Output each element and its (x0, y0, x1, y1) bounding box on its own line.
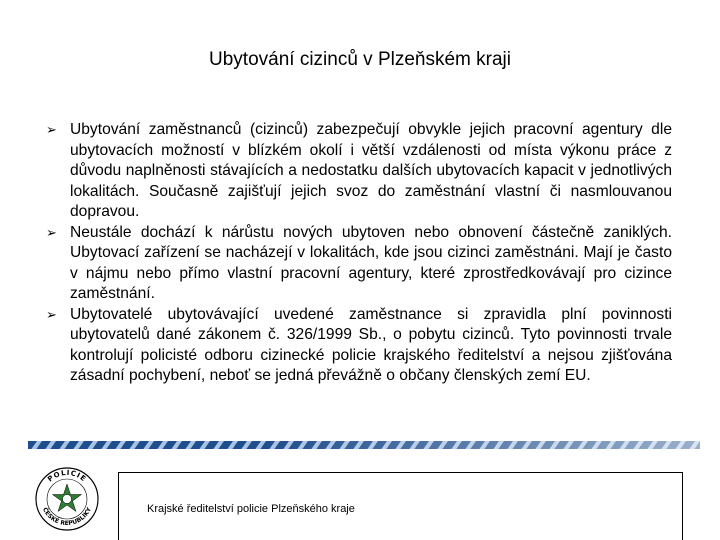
bullet-item (46, 223, 672, 305)
bullet-text: Ubytování zaměstnanců (cizinců) zabezpečují obvykle jejich pracovní agentury dle ubytovacích možností v blízkém okolí i větší vzdálenosti od místa výkonu práce z důvodu naplněnosti stávajících a nedostatku dalších ubytovacích kapacit v jednotlivých lokalitách. Současně zajišťují jejich svoz do zaměstnání vlastní či nasmlouvanou dopravou. (70, 121, 672, 220)
slide-title: Ubytování cizinců v Plzeňském kraji (209, 49, 511, 70)
bullet-item (46, 120, 672, 223)
bullet-text: Neustále dochází k nárůstu nových ubytoven nebo obnovení částečně zaniklých. Ubytovací zařízení se nacházejí v lokalitách, kde jsou cizinci zaměstnáni. Mají je často v nájmu nebo přímo vlastní pracovní agentury, které zprostředkovávají pro cizince zaměstnání. (70, 223, 672, 302)
bullet-list (46, 120, 672, 387)
footer-text: Krajské ředitelství policie Plzeňského kraje (147, 503, 355, 515)
arrow-bullet-icon: ➢ (46, 122, 57, 137)
svg-text:POLICIE: POLICIE (46, 468, 88, 484)
footer-box (118, 472, 683, 540)
arrow-bullet-icon: ➢ (46, 224, 57, 240)
bullet-text: Ubytovatelé ubytovávající uvedené zaměstnance si zpravidla plní povinnosti ubytovatelů dané zákonem č. 326/1999 Sb., o pobytu cizinců. Tyto povinnosti trvale kontrolují policisté odboru cizinecké policie krajského ředitelství a nejsou zjišťována zásadní pochybení, neboť se jedná převážně o občany členských zemí EU. (70, 305, 672, 384)
decorative-stripe (28, 441, 700, 449)
bullet-item (46, 305, 672, 387)
arrow-bullet-icon: ➢ (46, 306, 57, 322)
svg-text:ČESKÉ REPUBLIKY: ČESKÉ REPUBLIKY (40, 506, 94, 528)
police-badge-icon (34, 466, 100, 532)
